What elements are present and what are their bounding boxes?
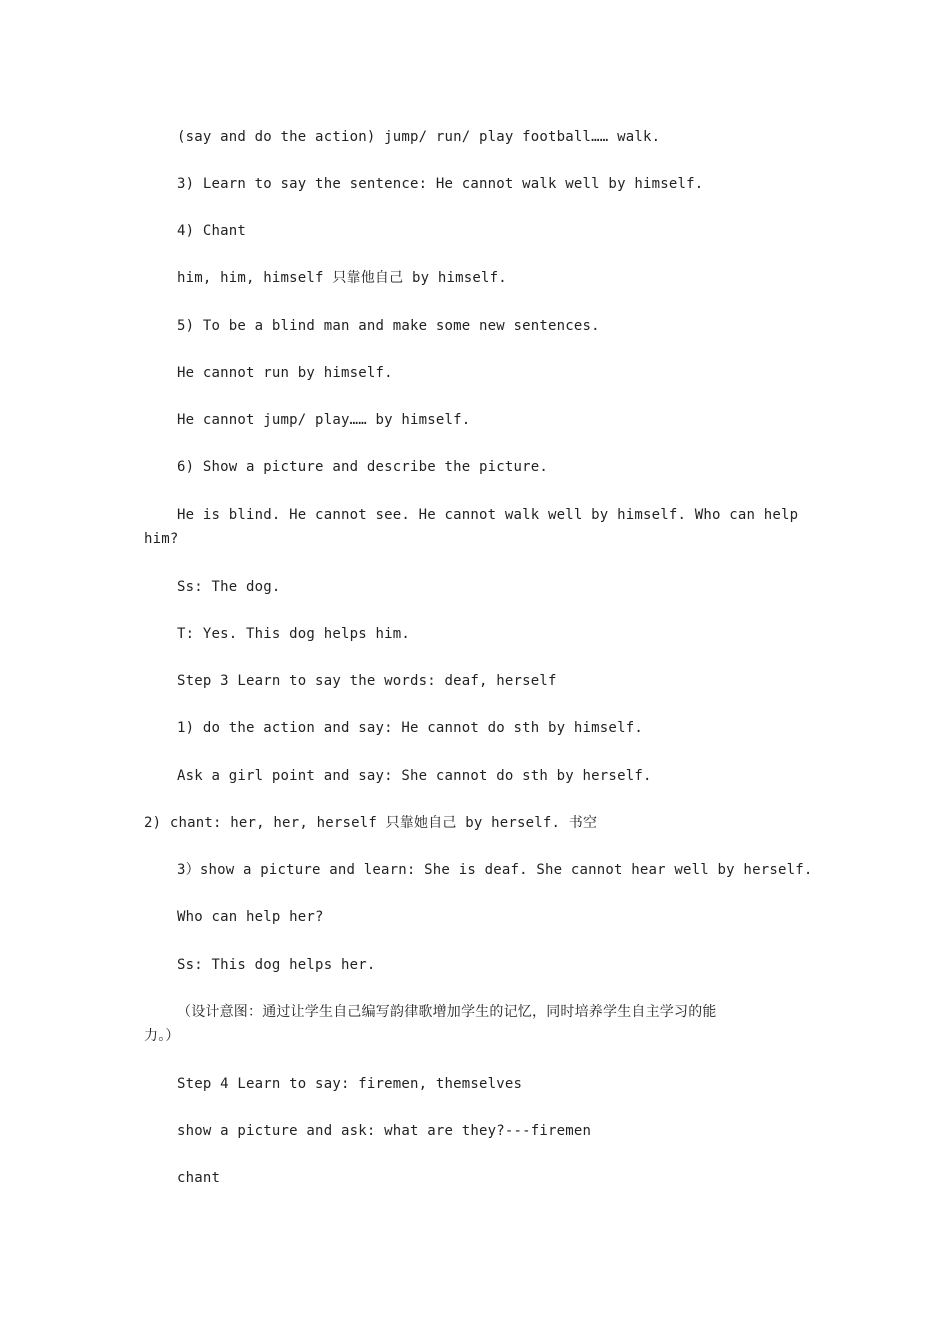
text-line: Ss: The dog. bbox=[177, 579, 281, 595]
text-line: him, him, himself 只靠他自己 by himself. bbox=[177, 270, 507, 286]
text-line: Who can help her? bbox=[177, 909, 324, 925]
text-line: him? bbox=[144, 531, 179, 547]
text-line: 5) To be a blind man and make some new sentences. bbox=[177, 318, 600, 334]
text-line: 3）show a picture and learn: She is deaf. She cannot hear well by herself. bbox=[177, 862, 813, 878]
text-line: (say and do the action) jump/ run/ play football…… walk. bbox=[177, 129, 661, 145]
text-line: Step 3 Learn to say the words: deaf, herself bbox=[177, 673, 557, 689]
text-line: He cannot jump/ play…… by himself. bbox=[177, 412, 471, 428]
text-line: He is blind. He cannot see. He cannot walk well by himself. Who can help bbox=[177, 507, 799, 523]
text-line: chant bbox=[177, 1170, 221, 1186]
text-line: 3) Learn to say the sentence: He cannot walk well by himself. bbox=[177, 176, 704, 192]
text-line: 1) do the action and say: He cannot do sth by himself. bbox=[177, 720, 643, 736]
text-line: 4) Chant bbox=[177, 223, 247, 239]
text-line: Step 4 Learn to say: firemen, themselves bbox=[177, 1076, 523, 1092]
text-line: Ss: This dog helps her. bbox=[177, 957, 376, 973]
text-line: 2) chant: her, her, herself 只靠她自己 by herself. 书空 bbox=[144, 815, 598, 831]
text-line: （设计意图：通过让学生自己编写韵律歌增加学生的记忆，同时培养学生自主学习的能 bbox=[177, 1004, 717, 1020]
text-line: T: Yes. This dog helps him. bbox=[177, 626, 410, 642]
text-line: Ask a girl point and say: She cannot do sth by herself. bbox=[177, 768, 652, 784]
text-line: show a picture and ask: what are they?---firemen bbox=[177, 1123, 592, 1139]
text-line: 6) Show a picture and describe the picture. bbox=[177, 459, 549, 475]
text-line: 力。） bbox=[144, 1028, 180, 1044]
text-line: He cannot run by himself. bbox=[177, 365, 393, 381]
